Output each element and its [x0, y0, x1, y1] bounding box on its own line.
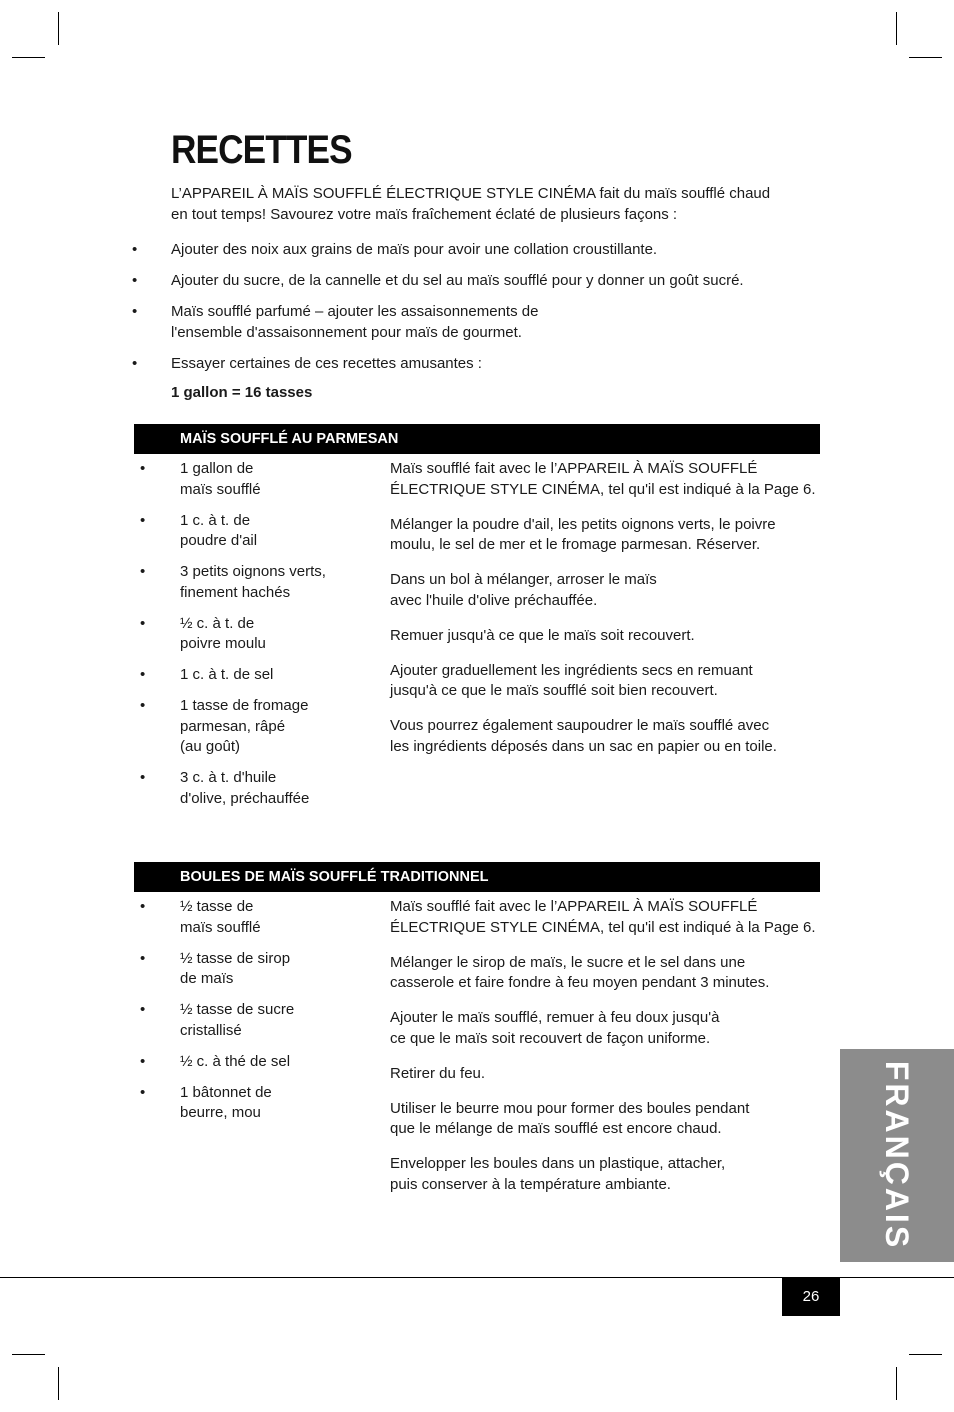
step-text: ÉLECTRIQUE STYLE CINÉMA, tel qu'il est indiqué à la Page 6. — [390, 918, 816, 936]
ingredient-text: maïs soufflé — [180, 918, 261, 936]
ingredient-item — [134, 562, 374, 603]
bullet-icon: • — [132, 354, 138, 372]
crop-mark — [909, 57, 942, 58]
crop-mark — [12, 57, 45, 58]
ingredient-text: 1 c. à t. de sel — [180, 666, 274, 683]
ingredient-text: poivre moulu — [180, 635, 266, 652]
bullet-icon: • — [140, 898, 146, 915]
language-tab-label: FRANÇAIS — [879, 1060, 916, 1251]
bullet-icon: • — [140, 511, 146, 529]
ingredient-text: ½ tasse de — [180, 898, 254, 915]
page-title: RECETTES — [171, 128, 352, 172]
ingredient-item — [134, 459, 374, 500]
steps-parmesan — [390, 459, 820, 772]
list-item-text: l'ensemble d'assaisonnement pour maïs de gourmet. — [171, 323, 522, 341]
ingredient-text: 1 bâtonnet de — [180, 1083, 272, 1101]
measure-note: 1 gallon = 16 tasses — [171, 384, 313, 401]
bullet-icon: • — [140, 769, 146, 786]
step-text: Vous pourrez également saupoudrer le maïs soufflé avec — [390, 717, 770, 734]
intro-paragraph — [171, 184, 791, 225]
ingredient-text: maïs soufflé — [180, 480, 261, 498]
intro-line: L’APPAREIL À MAÏS SOUFFLÉ ÉLECTRIQUE STYLE CINÉMA fait du maïs soufflé chaud — [171, 185, 771, 202]
ingredient-item — [134, 768, 374, 809]
ingredient-item — [134, 665, 374, 686]
bullet-icon: • — [140, 614, 146, 632]
step-text: les ingrédients déposés dans un sac en papier ou en toile. — [390, 737, 777, 755]
step-paragraph — [390, 570, 820, 611]
ingredient-text: 3 petits oignons verts, — [180, 563, 326, 580]
ingredient-item — [134, 1083, 374, 1124]
step-text: puis conserver à la température ambiante. — [390, 1175, 671, 1193]
ingredient-item — [134, 1052, 374, 1073]
ingredient-text: ½ c. à thé de sel — [180, 1052, 291, 1070]
bullet-icon: • — [140, 697, 146, 714]
list-item-text: Ajouter des noix aux grains de maïs pour avoir une collation croustillante. — [171, 241, 658, 258]
step-text: ÉLECTRIQUE STYLE CINÉMA, tel qu'il est indiqué à la Page 6. — [390, 480, 816, 498]
ingredient-item — [134, 1000, 374, 1041]
ingredient-text: 1 gallon de — [180, 460, 254, 477]
list-item — [128, 240, 828, 261]
step-text: Ajouter le maïs soufflé, remuer à feu doux jusqu'à — [390, 1009, 720, 1026]
step-text: Mélanger la poudre d'ail, les petits oignons verts, le poivre — [390, 515, 776, 533]
step-text: Envelopper les boules dans un plastique, attacher, — [390, 1155, 726, 1172]
step-paragraph — [390, 1064, 820, 1085]
crop-mark — [896, 12, 897, 45]
ingredient-text: d'olive, préchauffée — [180, 789, 310, 807]
crop-mark — [909, 1354, 942, 1355]
tips-list — [128, 240, 828, 385]
ingredient-text: parmesan, râpé — [180, 717, 286, 735]
ingredient-text: cristallisé — [180, 1021, 242, 1039]
step-text: Ajouter graduellement les ingrédients secs en remuant — [390, 661, 753, 679]
ingredient-text: beurre, mou — [180, 1104, 261, 1121]
steps-traditional — [390, 897, 820, 1210]
intro-line: en tout temps! Savourez votre maïs fraîchement éclaté de plusieurs façons : — [171, 205, 678, 223]
step-text: Retirer du feu. — [390, 1064, 486, 1082]
ingredients-list-traditional — [134, 897, 374, 1134]
step-text: Utiliser le beurre mou pour former des boules pendant — [390, 1099, 750, 1117]
step-text: Maïs soufflé fait avec le l’APPAREIL À MAÏS SOUFFLÉ — [390, 898, 758, 915]
ingredient-item — [134, 696, 374, 758]
step-paragraph — [390, 716, 820, 757]
ingredient-item — [134, 614, 374, 655]
list-item — [128, 302, 828, 343]
step-paragraph — [390, 1008, 820, 1049]
step-text: Remuer jusqu'à ce que le maïs soit recouvert. — [390, 626, 695, 644]
bullet-icon: • — [140, 563, 146, 580]
ingredient-text: ½ tasse de sucre — [180, 1001, 295, 1018]
recipe-title-parmesan: MAÏS SOUFFLÉ AU PARMESAN — [134, 424, 820, 454]
recipe-title-traditional: BOULES DE MAÏS SOUFFLÉ TRADITIONNEL — [134, 862, 820, 892]
step-text: casserole et faire fondre à feu moyen pendant 3 minutes. — [390, 974, 770, 991]
step-text: ce que le maïs soit recouvert de façon uniforme. — [390, 1029, 711, 1047]
step-paragraph — [390, 626, 820, 647]
list-item-text: Maïs soufflé parfumé – ajouter les assaisonnements de — [171, 303, 539, 320]
list-item-text: Ajouter du sucre, de la cannelle et du sel au maïs soufflé pour y donner un goût sucré. — [171, 272, 744, 289]
bullet-icon: • — [140, 1083, 146, 1101]
step-paragraph — [390, 459, 820, 500]
step-text: avec l'huile d'olive préchauffée. — [390, 591, 598, 609]
ingredient-text: 1 tasse de fromage — [180, 697, 309, 714]
ingredient-item — [134, 949, 374, 990]
step-paragraph — [390, 953, 820, 994]
step-paragraph — [390, 1099, 820, 1140]
page-number: 26 — [782, 1278, 840, 1316]
bullet-icon: • — [140, 460, 146, 477]
bullet-icon: • — [132, 272, 138, 289]
step-text: Maïs soufflé fait avec le l’APPAREIL À MAÏS SOUFFLÉ — [390, 460, 758, 477]
ingredient-text: poudre d'ail — [180, 532, 258, 549]
ingredient-text: de maïs — [180, 970, 234, 987]
step-text: jusqu'à ce que le maïs soufflé soit bien recouvert. — [390, 682, 718, 699]
bullet-icon: • — [140, 1001, 146, 1018]
bullet-icon: • — [132, 241, 138, 258]
ingredient-text: 1 c. à t. de — [180, 511, 251, 529]
ingredient-item — [134, 897, 374, 938]
step-paragraph — [390, 661, 820, 702]
step-text: Dans un bol à mélanger, arroser le maïs — [390, 571, 657, 588]
crop-mark — [12, 1354, 45, 1355]
ingredients-list-parmesan — [134, 459, 374, 820]
ingredient-text: (au goût) — [180, 738, 241, 755]
crop-mark — [58, 1367, 59, 1400]
crop-mark — [896, 1367, 897, 1400]
ingredient-text: finement hachés — [180, 583, 291, 601]
list-item — [128, 354, 828, 375]
bullet-icon: • — [132, 303, 138, 320]
step-paragraph — [390, 515, 820, 556]
step-text: moulu, le sel de mer et le fromage parmesan. Réserver. — [390, 536, 761, 553]
crop-mark — [58, 12, 59, 45]
step-paragraph — [390, 897, 820, 938]
list-item — [128, 271, 828, 292]
step-text: que le mélange de maïs soufflé est encore chaud. — [390, 1120, 722, 1137]
ingredient-text: ½ tasse de sirop — [180, 949, 291, 967]
bullet-icon: • — [140, 1052, 146, 1070]
ingredient-text: ½ c. à t. de — [180, 614, 255, 632]
ingredient-text: 3 c. à t. d'huile — [180, 769, 277, 786]
list-item-text: Essayer certaines de ces recettes amusantes : — [171, 354, 482, 372]
step-paragraph — [390, 1154, 820, 1195]
step-text: Mélanger le sirop de maïs, le sucre et le sel dans une — [390, 953, 746, 971]
ingredient-item — [134, 511, 374, 552]
bullet-icon: • — [140, 949, 146, 967]
language-tab — [840, 1049, 954, 1262]
bullet-icon: • — [140, 666, 146, 683]
